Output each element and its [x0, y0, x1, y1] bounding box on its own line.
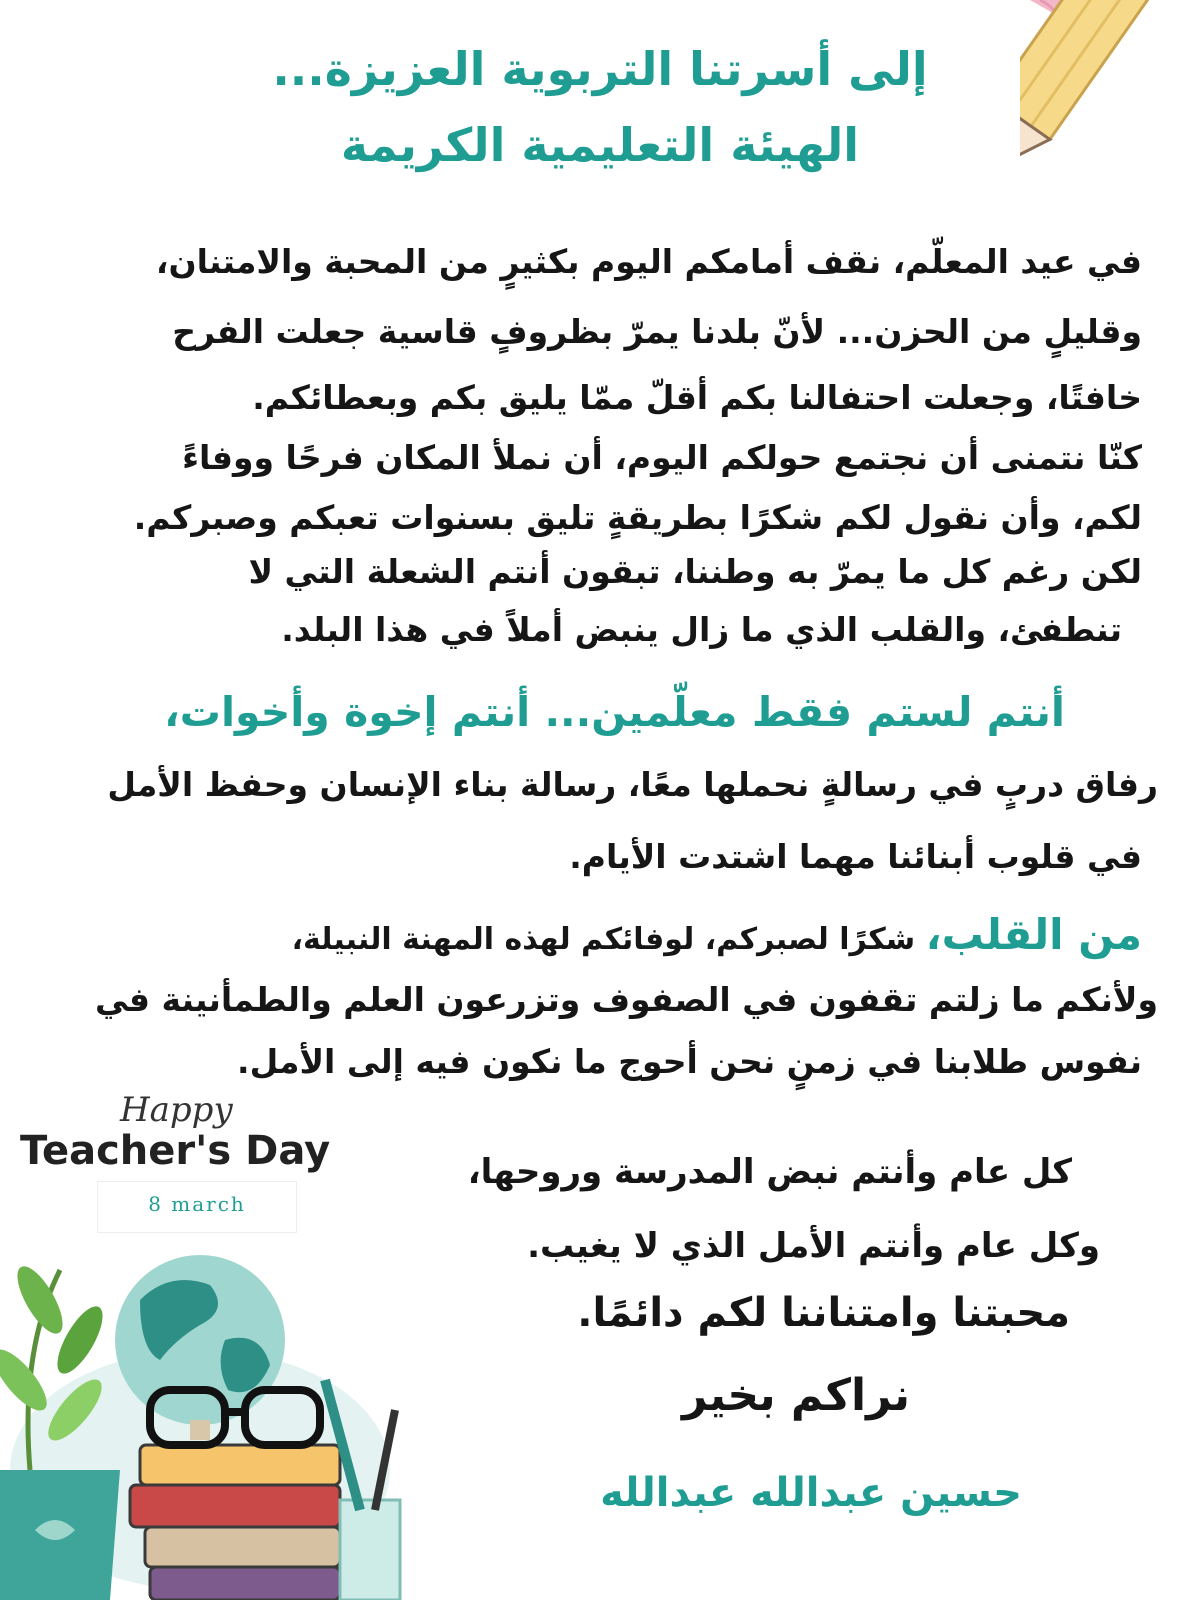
closing-line-2: وكل عام وأنتم الأمل الذي لا يغيب. [527, 1226, 1100, 1266]
closing-line-4: نراكم بخير [682, 1370, 910, 1421]
intro-line-2: وقليلٍ من الحزن... لأنّ بلدنا يمرّ بظروفٍ قاسية جعلت الفرح [172, 312, 1142, 351]
intro-line-3: خافتًا، وجعلت احتفالنا بكم أقلّ ممّا يليق بكم وبعطائكم. [252, 378, 1142, 417]
closing-line-1: كل عام وأنتم نبض المدرسة وروحها، [467, 1152, 1072, 1192]
signature: حسين عبدالله عبدالله [600, 1470, 1022, 1516]
books-icon [130, 1445, 340, 1600]
heart-rest: شكرًا لصبركم، لوفائكم لهذه المهنة النبيلة، [291, 922, 926, 957]
mission-line-2: في قلوب أبنائنا مهما اشتدت الأيام. [569, 837, 1142, 876]
subheading: أنتم لستم فقط معلّمين... أنتم إخوة وأخوات، [164, 688, 1065, 736]
closing-line-3: محبتنا وامتناننا لكم دائمًا. [577, 1290, 1070, 1336]
thanks-line-1: ولأنكم ما زلتم تقفون في الصفوف وتزرعون العلم والطمأنينة في [95, 980, 1158, 1019]
intro-line-1: في عيد المعلّم، نقف أمامكم اليوم بكثيرٍ من المحبة والامتنان، [155, 242, 1142, 281]
title-line-2: الهيئة التعليمية الكريمة [340, 118, 860, 172]
thanks-line-2: نفوس طلابنا في زمنٍ نحن أحوج ما نكون فيه إلى الأمل. [237, 1042, 1142, 1081]
badge-title: Teacher's Day [20, 1128, 331, 1174]
intro-line-6: لكن رغم كل ما يمرّ به وطننا، تبقون أنتم الشعلة التي لا [248, 552, 1142, 591]
title-line-1: إلى أسرتنا التربوية العزيزة... [272, 42, 928, 96]
badge-happy: Happy [120, 1090, 233, 1130]
intro-line-4: كنّا نتمنى أن نجتمع حولكم اليوم، أن نملأ المكان فرحًا ووفاءً [182, 438, 1142, 477]
intro-line-7: تنطفئ، والقلب الذي ما زال ينبض أملاً في هذا البلد. [281, 610, 1122, 649]
intro-line-5: لكم، وأن نقول لكم شكرًا بطريقةٍ تليق بسنوات تعبكم وصبركم. [133, 498, 1142, 537]
heart-highlight: من القلب، [925, 910, 1142, 959]
heart-line [292, 910, 1142, 959]
mission-line-1: رفاق دربٍ في رسالةٍ نحملها معًا، رسالة بناء الإنسان وحفظ الأمل [107, 765, 1158, 804]
badge-date: 8 march [148, 1192, 246, 1216]
